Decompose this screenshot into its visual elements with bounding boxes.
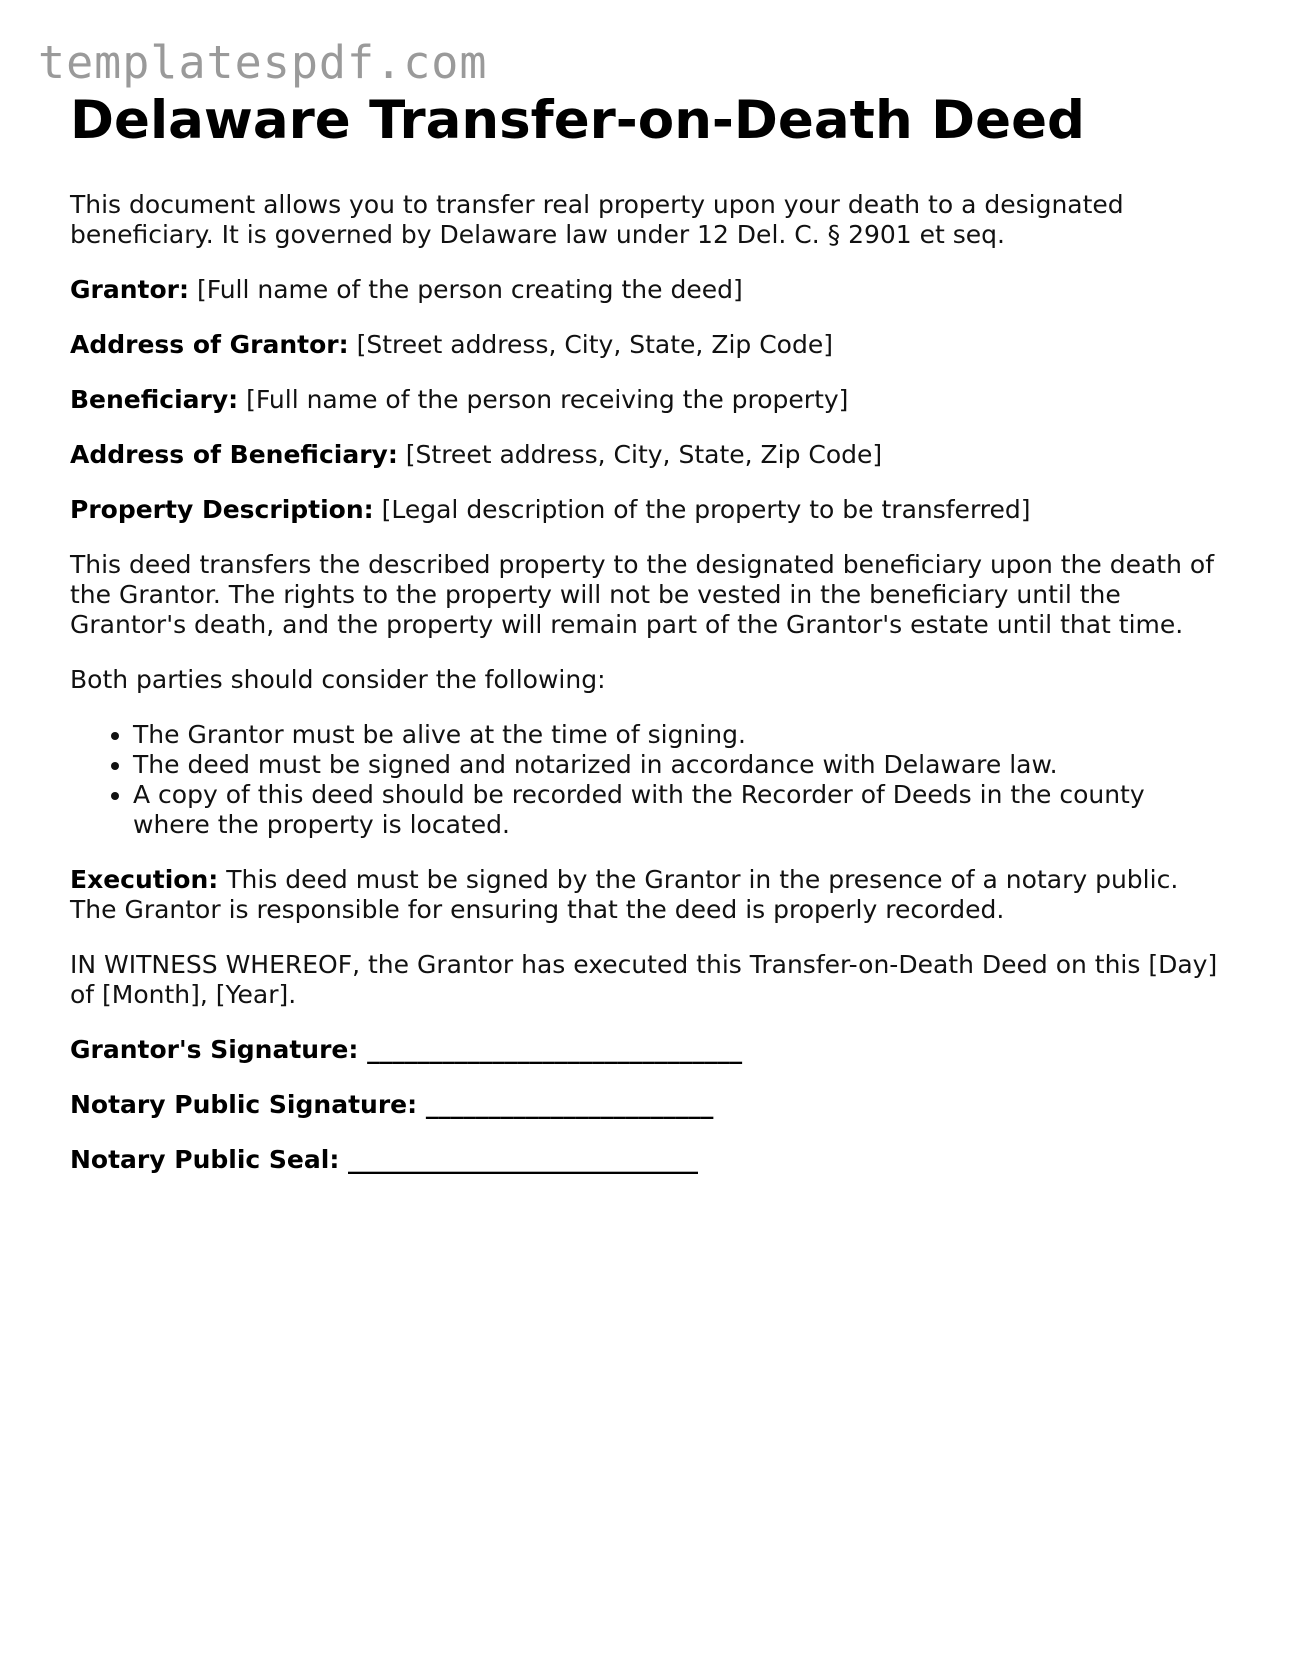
- list-item: • The deed must be signed and notarized in accordance with Delaware law.: [133, 750, 1220, 780]
- grantor-value: [Full name of the person creating the deed]: [196, 275, 743, 304]
- notary-seal-blank: ____________________________: [348, 1145, 699, 1174]
- execution-text: This deed must be signed by the Grantor in the presence of a notary public. The Grantor is responsible for ensuring that the deed is properly recorded.: [70, 865, 1179, 924]
- notary-signature-line: [70, 1090, 1220, 1120]
- property-description-field: [70, 495, 1220, 525]
- list-item: • The Grantor must be alive at the time of signing.: [133, 720, 1220, 750]
- beneficiary-label: Beneficiary:: [70, 385, 239, 414]
- property-description-value: [Legal description of the property to be transferred]: [381, 495, 1031, 524]
- execution-label: Execution:: [70, 865, 219, 894]
- grantor-signature-blank: ______________________________: [367, 1035, 743, 1064]
- grantor-address-field: [70, 330, 1220, 360]
- beneficiary-value: [Full name of the person receiving the property]: [246, 385, 849, 414]
- transfer-paragraph: This deed transfers the described property to the designated beneficiary upon the death of the Grantor. The rights to the property will not be vested in the beneficiary until the Grantor's death, and the property will remain part of the Grantor's estate until that time.: [70, 550, 1214, 639]
- beneficiary-address-field: [70, 440, 1220, 470]
- notary-seal-label: Notary Public Seal:: [70, 1145, 340, 1174]
- grantor-field: [70, 275, 1220, 305]
- grantor-address-value: [Street address, City, State, Zip Code]: [356, 330, 833, 359]
- grantor-address-label: Address of Grantor:: [70, 330, 349, 359]
- grantor-signature-line: [70, 1035, 1220, 1065]
- beneficiary-address-label: Address of Beneficiary:: [70, 440, 398, 469]
- grantor-label: Grantor:: [70, 275, 189, 304]
- witness-paragraph: IN WITNESS WHEREOF, the Grantor has executed this Transfer-on-Death Deed on this [Day] of [Month], [Year].: [70, 950, 1218, 1009]
- watermark: templatespdf.com: [38, 36, 488, 89]
- considerations-list: [70, 720, 1220, 840]
- property-description-label: Property Description:: [70, 495, 374, 524]
- grantor-signature-label: Grantor's Signature:: [70, 1035, 359, 1064]
- document-page: [70, 88, 1220, 1200]
- beneficiary-field: [70, 385, 1220, 415]
- document-title: Delaware Transfer-on-Death Deed: [70, 90, 1085, 151]
- notary-seal-line: [70, 1145, 1220, 1175]
- beneficiary-address-value: [Street address, City, State, Zip Code]: [405, 440, 883, 469]
- considerations-intro: Both parties should consider the following:: [70, 665, 606, 694]
- intro-paragraph: This document allows you to transfer real property upon your death to a designated beneficiary. It is governed by Delaware law under 12 Del. C. § 2901 et seq.: [70, 190, 1124, 249]
- execution-paragraph: [70, 865, 1220, 925]
- notary-signature-label: Notary Public Signature:: [70, 1090, 418, 1119]
- notary-signature-blank: _______________________: [425, 1090, 714, 1119]
- list-item: • A copy of this deed should be recorded with the Recorder of Deeds in the county where the property is located.: [133, 780, 1220, 840]
